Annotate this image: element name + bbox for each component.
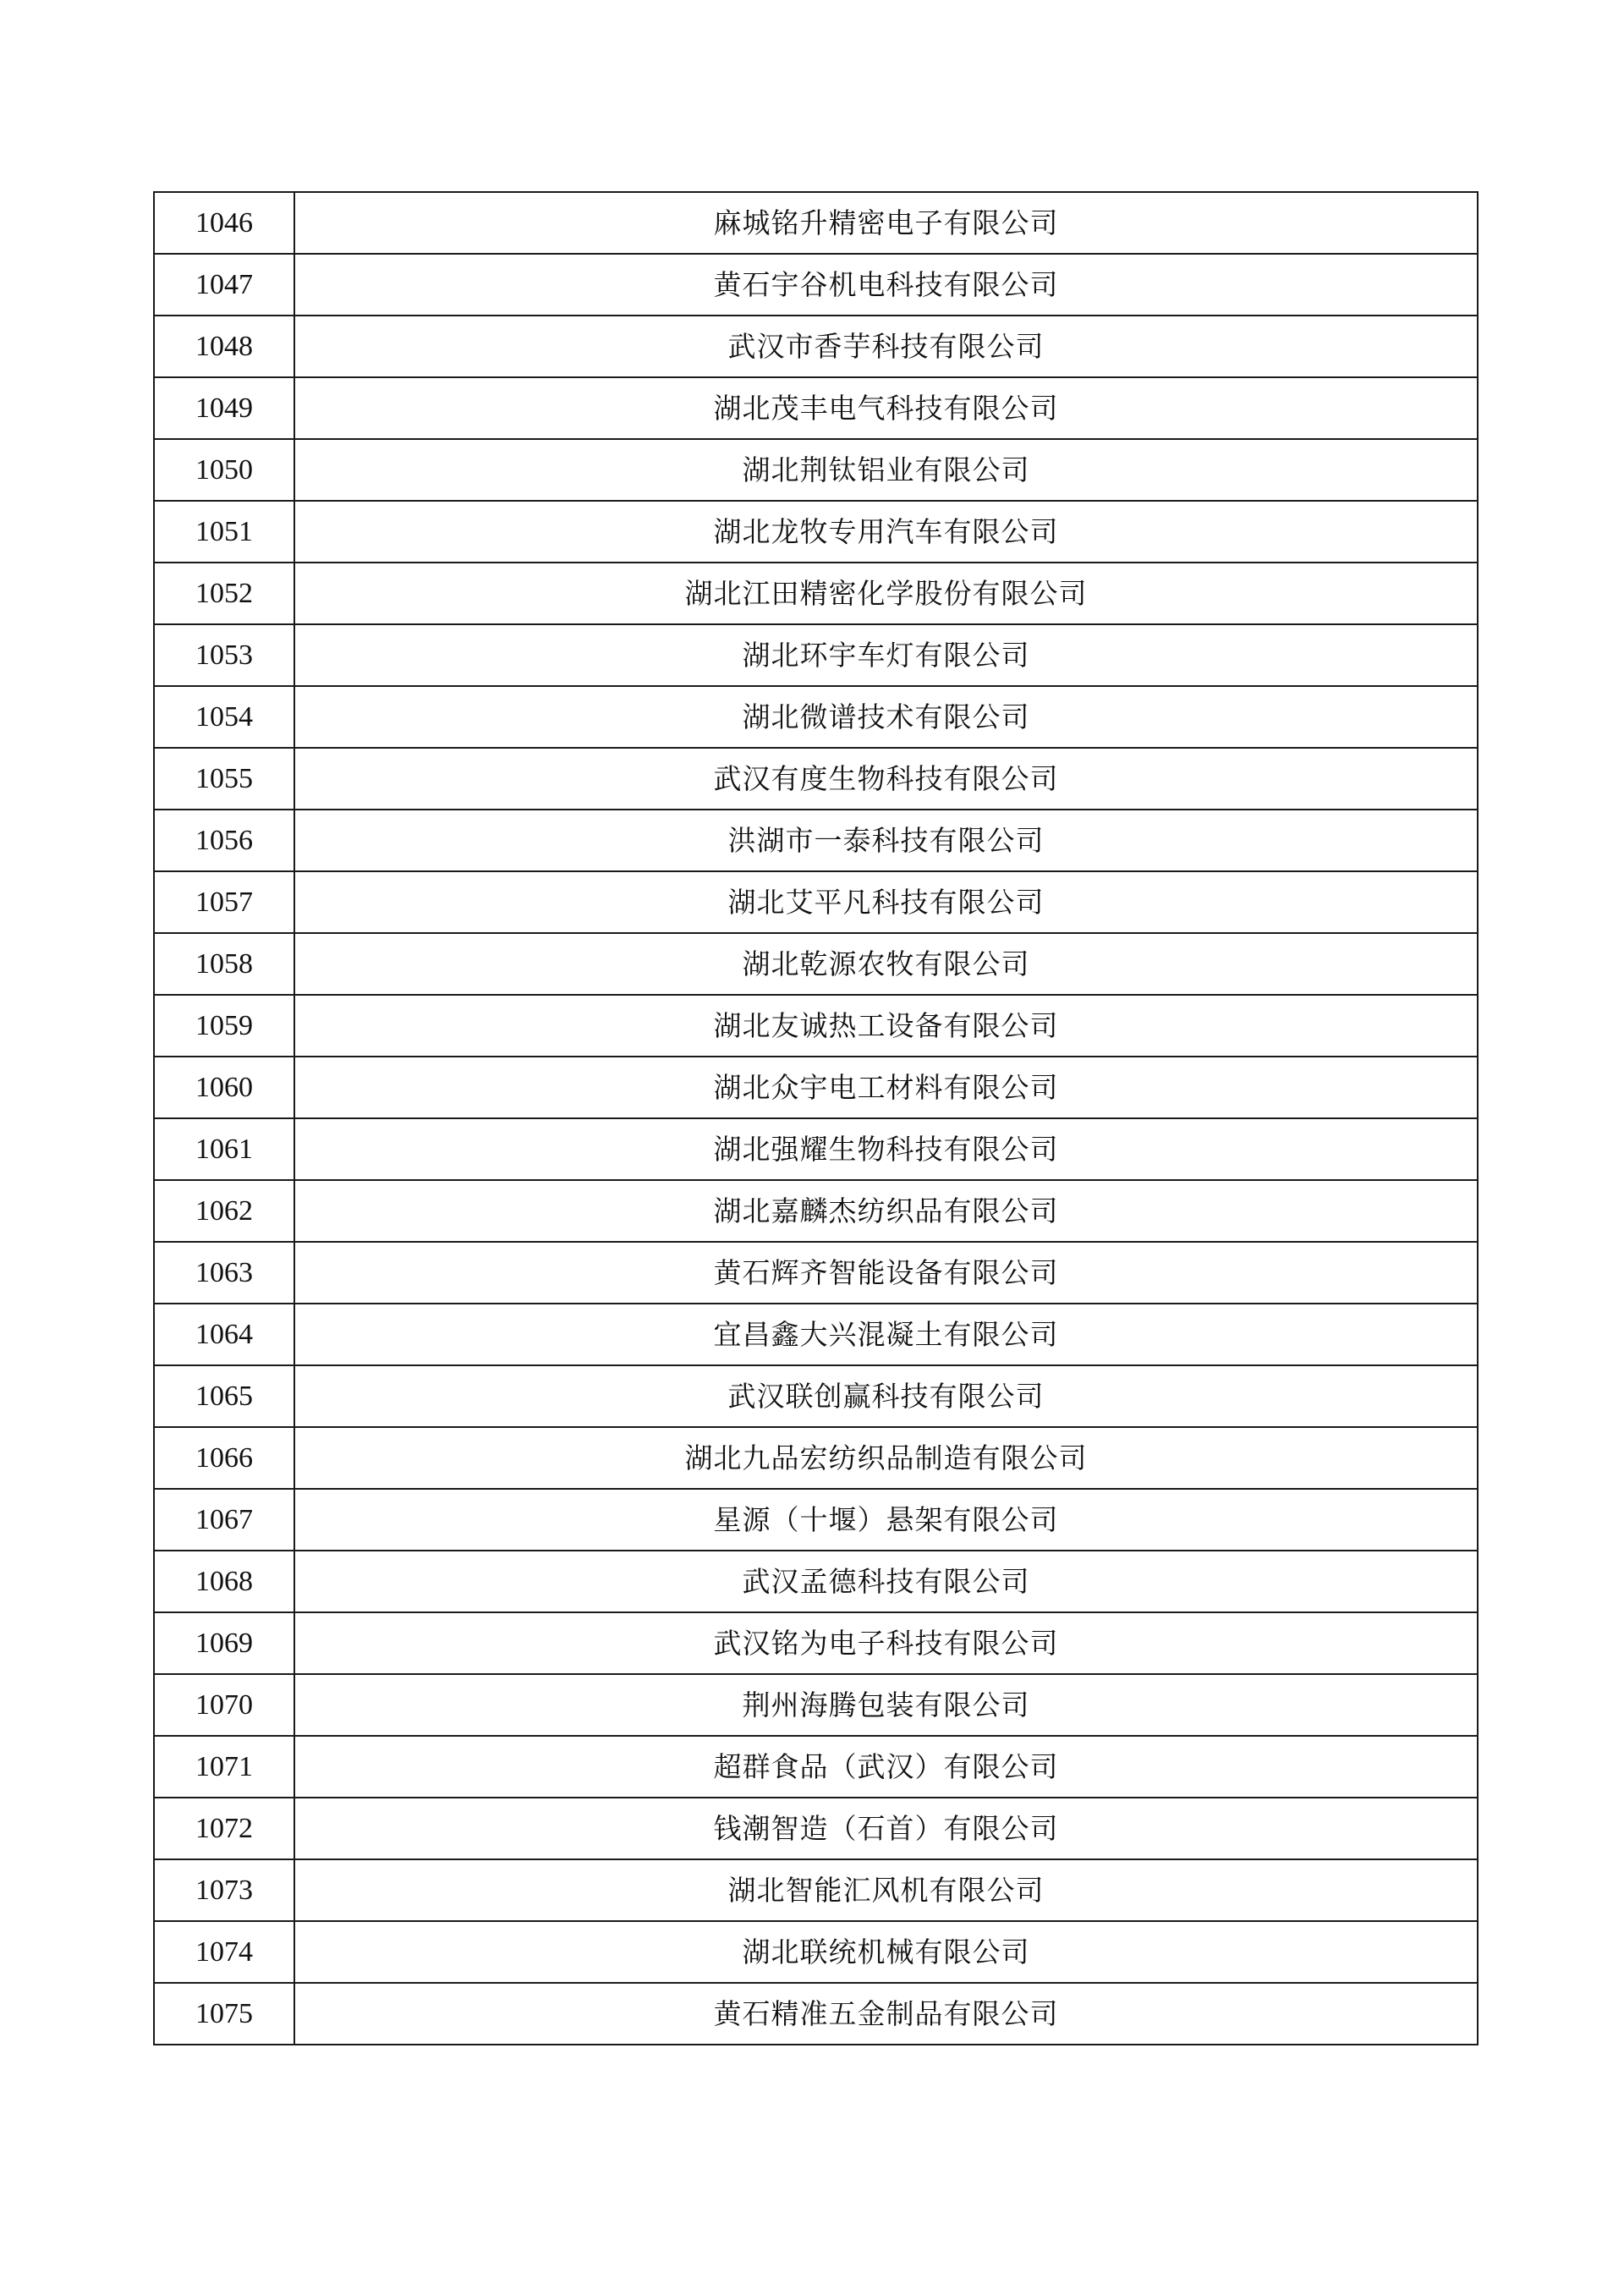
company-name-cell: 武汉孟德科技有限公司	[294, 1551, 1478, 1612]
row-number-cell: 1056	[154, 810, 294, 871]
table-body	[154, 192, 1478, 2045]
company-name-cell: 湖北龙牧专用汽车有限公司	[294, 501, 1478, 563]
row-number-cell: 1054	[154, 686, 294, 748]
row-number-cell: 1067	[154, 1489, 294, 1551]
company-name-cell: 星源（十堰）悬架有限公司	[294, 1489, 1478, 1551]
row-number-cell: 1074	[154, 1921, 294, 1983]
row-number-cell: 1057	[154, 871, 294, 933]
company-name-cell: 荆州海腾包装有限公司	[294, 1674, 1478, 1736]
row-number-cell: 1073	[154, 1859, 294, 1921]
company-name-cell: 武汉市香芋科技有限公司	[294, 316, 1478, 377]
row-number-cell: 1050	[154, 439, 294, 501]
company-name-cell: 湖北友诚热工设备有限公司	[294, 995, 1478, 1057]
table-row	[154, 316, 1478, 377]
row-number-cell: 1061	[154, 1118, 294, 1180]
company-name-cell: 武汉联创赢科技有限公司	[294, 1365, 1478, 1427]
row-number-cell: 1062	[154, 1180, 294, 1242]
row-number-cell: 1069	[154, 1612, 294, 1674]
table-row	[154, 1983, 1478, 2045]
company-name-cell: 湖北艾平凡科技有限公司	[294, 871, 1478, 933]
company-name-cell: 湖北强耀生物科技有限公司	[294, 1118, 1478, 1180]
company-name-cell: 黄石辉齐智能设备有限公司	[294, 1242, 1478, 1304]
table-row	[154, 1612, 1478, 1674]
row-number-cell: 1064	[154, 1304, 294, 1365]
row-number-cell: 1068	[154, 1551, 294, 1612]
row-number-cell: 1066	[154, 1427, 294, 1489]
row-number-cell: 1075	[154, 1983, 294, 2045]
table-row	[154, 871, 1478, 933]
company-name-cell: 武汉有度生物科技有限公司	[294, 748, 1478, 810]
row-number-cell: 1059	[154, 995, 294, 1057]
table-row	[154, 810, 1478, 871]
row-number-cell: 1070	[154, 1674, 294, 1736]
table-row	[154, 563, 1478, 624]
table-row	[154, 1242, 1478, 1304]
table-row	[154, 501, 1478, 563]
company-name-cell: 湖北微谱技术有限公司	[294, 686, 1478, 748]
company-name-cell: 武汉铭为电子科技有限公司	[294, 1612, 1478, 1674]
table-row	[154, 1180, 1478, 1242]
company-name-cell: 湖北江田精密化学股份有限公司	[294, 563, 1478, 624]
table-row	[154, 1304, 1478, 1365]
row-number-cell: 1071	[154, 1736, 294, 1798]
row-number-cell: 1072	[154, 1798, 294, 1859]
table-row	[154, 1859, 1478, 1921]
table-row	[154, 439, 1478, 501]
table-row	[154, 1057, 1478, 1118]
table-row	[154, 624, 1478, 686]
company-name-cell: 湖北茂丰电气科技有限公司	[294, 377, 1478, 439]
table-row	[154, 192, 1478, 254]
row-number-cell: 1049	[154, 377, 294, 439]
table-row	[154, 1736, 1478, 1798]
company-name-cell: 麻城铭升精密电子有限公司	[294, 192, 1478, 254]
company-name-cell: 宜昌鑫大兴混凝土有限公司	[294, 1304, 1478, 1365]
table-row	[154, 254, 1478, 316]
company-name-cell: 湖北荆钛铝业有限公司	[294, 439, 1478, 501]
row-number-cell: 1052	[154, 563, 294, 624]
company-name-cell: 钱潮智造（石首）有限公司	[294, 1798, 1478, 1859]
company-name-cell: 湖北环宇车灯有限公司	[294, 624, 1478, 686]
table-row	[154, 686, 1478, 748]
company-list-table	[153, 191, 1479, 2045]
company-name-cell: 湖北智能汇风机有限公司	[294, 1859, 1478, 1921]
table-row	[154, 1489, 1478, 1551]
company-name-cell: 湖北众宇电工材料有限公司	[294, 1057, 1478, 1118]
company-name-cell: 湖北联统机械有限公司	[294, 1921, 1478, 1983]
row-number-cell: 1063	[154, 1242, 294, 1304]
table-row	[154, 377, 1478, 439]
table-row	[154, 1427, 1478, 1489]
company-name-cell: 湖北嘉麟杰纺织品有限公司	[294, 1180, 1478, 1242]
row-number-cell: 1047	[154, 254, 294, 316]
table-row	[154, 995, 1478, 1057]
table-row	[154, 1674, 1478, 1736]
table-row	[154, 748, 1478, 810]
row-number-cell: 1058	[154, 933, 294, 995]
table-row	[154, 1365, 1478, 1427]
table-row	[154, 1118, 1478, 1180]
row-number-cell: 1053	[154, 624, 294, 686]
table-row	[154, 1551, 1478, 1612]
row-number-cell: 1048	[154, 316, 294, 377]
row-number-cell: 1060	[154, 1057, 294, 1118]
row-number-cell: 1051	[154, 501, 294, 563]
table-row	[154, 1798, 1478, 1859]
row-number-cell: 1046	[154, 192, 294, 254]
company-name-cell: 黄石精准五金制品有限公司	[294, 1983, 1478, 2045]
company-name-cell: 湖北乾源农牧有限公司	[294, 933, 1478, 995]
row-number-cell: 1055	[154, 748, 294, 810]
company-name-cell: 黄石宇谷机电科技有限公司	[294, 254, 1478, 316]
table-row	[154, 933, 1478, 995]
row-number-cell: 1065	[154, 1365, 294, 1427]
table-row	[154, 1921, 1478, 1983]
company-name-cell: 洪湖市一泰科技有限公司	[294, 810, 1478, 871]
company-name-cell: 湖北九品宏纺织品制造有限公司	[294, 1427, 1478, 1489]
company-name-cell: 超群食品（武汉）有限公司	[294, 1736, 1478, 1798]
